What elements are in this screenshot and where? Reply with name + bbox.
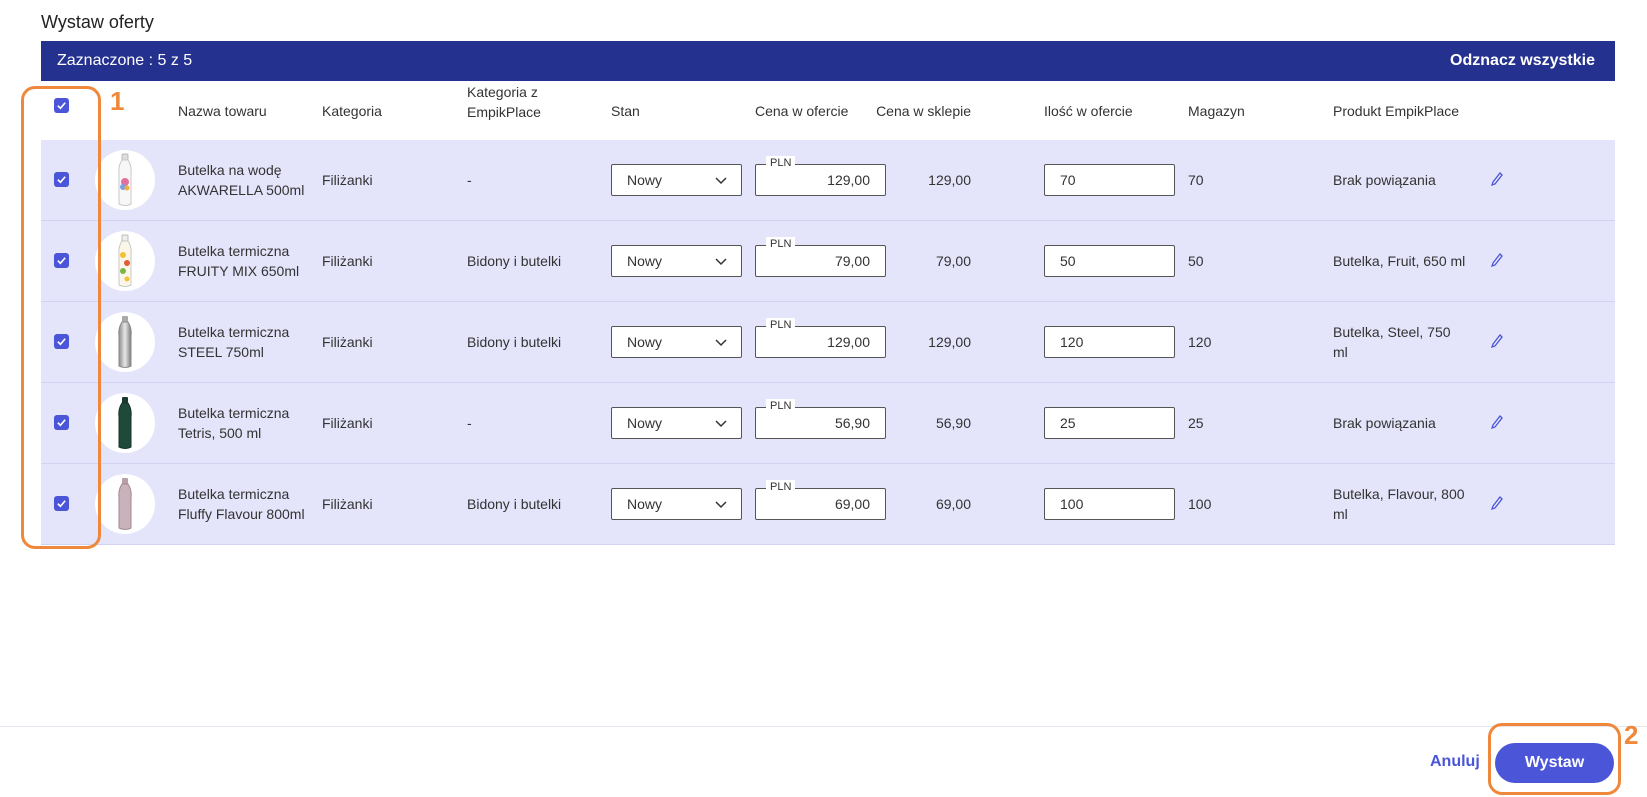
category: Filiżanki [322, 415, 373, 431]
annotation-box-submit [1488, 723, 1621, 795]
offer-price-input[interactable] [755, 319, 886, 358]
cancel-button[interactable]: Anuluj [1430, 753, 1480, 770]
category: Filiżanki [322, 496, 373, 512]
offer-qty-input[interactable]: 120 [1044, 326, 1175, 358]
annotation-box-checkboxes [21, 86, 101, 549]
offer-price-value: 79,00 [834, 253, 870, 269]
offer-qty-input[interactable]: 70 [1044, 164, 1175, 196]
empik-product: Butelka, Flavour, 800 ml [1333, 486, 1465, 522]
pink-bottle-image [115, 476, 135, 532]
offer-price-value: 129,00 [827, 172, 870, 188]
empik-product: Brak powiązania [1333, 415, 1436, 431]
table-row [41, 140, 1615, 221]
product-name: Butelka termiczna STEEL 750ml [178, 324, 290, 360]
empik-product: Brak powiązania [1333, 172, 1436, 188]
annotation-number-2: 2 [1624, 720, 1639, 750]
offer-price-input[interactable] [755, 481, 886, 520]
selected-count: Zaznaczone : 5 z 5 [57, 52, 193, 69]
product-thumbnail [95, 150, 155, 210]
product-name: Butelka termiczna FRUITY MIX 650ml [178, 243, 300, 279]
offer-price-value: 69,00 [834, 496, 870, 512]
header-condition: Stan [611, 103, 640, 119]
offer-price-input[interactable] [755, 238, 886, 277]
annotation-number-1: 1 [110, 86, 125, 116]
shop-price: 79,00 [935, 253, 971, 269]
condition-value: Nowy [627, 334, 663, 350]
product-thumbnail [95, 231, 155, 291]
offer-qty-input[interactable]: 50 [1044, 245, 1175, 277]
header-offer-price: Cena w ofercie [755, 103, 849, 119]
condition-select[interactable] [611, 164, 742, 196]
empik-category: Bidony i butelki [467, 496, 562, 512]
table-row [41, 302, 1615, 383]
pencil-icon[interactable] [1489, 251, 1505, 271]
submit-offers-button[interactable]: Wystaw [1495, 743, 1614, 783]
product-thumbnail [95, 312, 155, 372]
shop-price: 129,00 [928, 334, 971, 350]
offer-qty-input[interactable]: 100 [1044, 488, 1175, 520]
footer-divider [0, 726, 1647, 727]
pencil-icon[interactable] [1489, 494, 1505, 514]
page-title: Wystaw oferty [41, 12, 154, 32]
header-category: Kategoria [322, 103, 382, 119]
pencil-icon[interactable] [1489, 332, 1505, 352]
condition-value: Nowy [627, 253, 663, 269]
empik-category: Bidony i butelki [467, 334, 562, 350]
condition-select[interactable] [611, 245, 742, 277]
offer-price-value: 129,00 [827, 334, 870, 350]
table-row [41, 464, 1615, 545]
header-name: Nazwa towaru [178, 103, 267, 119]
product-name: Butelka na wodę AKWARELLA 500ml [178, 162, 305, 198]
offer-price-input[interactable] [755, 157, 886, 196]
header-offer-qty: Ilość w ofercie [1044, 103, 1133, 119]
offer-price-value: 56,90 [834, 415, 870, 431]
header-stock: Magazyn [1188, 103, 1245, 119]
category: Filiżanki [322, 253, 373, 269]
category: Filiżanki [322, 172, 373, 188]
offers-table-body [41, 140, 1615, 545]
selection-bar [41, 41, 1615, 81]
steel-bottle-image [115, 314, 135, 370]
pencil-icon[interactable] [1489, 170, 1505, 190]
currency-label: PLN [766, 156, 795, 170]
stock-count: 120 [1188, 334, 1212, 350]
chevron-down-icon [715, 255, 727, 267]
header-empik-category: Kategoria z EmpikPlace [467, 84, 541, 120]
product-thumbnail [95, 474, 155, 534]
shop-price: 129,00 [928, 172, 971, 188]
empik-category: Bidony i butelki [467, 253, 562, 269]
chevron-down-icon [715, 174, 727, 186]
unselect-all-button[interactable]: Odznacz wszystkie [1450, 52, 1595, 69]
offer-price-input[interactable] [755, 400, 886, 439]
category: Filiżanki [322, 334, 373, 350]
product-name: Butelka termiczna Tetris, 500 ml [178, 405, 290, 441]
stock-count: 70 [1188, 172, 1204, 188]
fruit-bottle-image [115, 233, 135, 289]
header-shop-price: Cena w sklepie [876, 103, 971, 119]
condition-select[interactable] [611, 407, 742, 439]
currency-label: PLN [766, 237, 795, 251]
empik-product: Butelka, Steel, 750 ml [1333, 324, 1451, 360]
stock-count: 50 [1188, 253, 1204, 269]
green-bottle-image [115, 395, 135, 451]
shop-price: 56,90 [935, 415, 971, 431]
condition-value: Nowy [627, 172, 663, 188]
shop-price: 69,00 [935, 496, 971, 512]
white-bottle-image [115, 152, 135, 208]
condition-value: Nowy [627, 415, 663, 431]
currency-label: PLN [766, 480, 795, 494]
product-name: Butelka termiczna Fluffy Flavour 800ml [178, 486, 305, 522]
stock-count: 100 [1188, 496, 1212, 512]
offer-qty-input[interactable]: 25 [1044, 407, 1175, 439]
chevron-down-icon [715, 417, 727, 429]
chevron-down-icon [715, 336, 727, 348]
pencil-icon[interactable] [1489, 413, 1505, 433]
empik-product: Butelka, Fruit, 650 ml [1333, 253, 1466, 269]
product-thumbnail [95, 393, 155, 453]
empik-category: - [467, 415, 472, 431]
currency-label: PLN [766, 399, 795, 413]
empik-category: - [467, 172, 472, 188]
table-header [41, 81, 1615, 139]
table-row [41, 221, 1615, 302]
table-row [41, 383, 1615, 464]
condition-select[interactable] [611, 488, 742, 520]
chevron-down-icon [715, 498, 727, 510]
stock-count: 25 [1188, 415, 1204, 431]
currency-label: PLN [766, 318, 795, 332]
header-empik-product: Produkt EmpikPlace [1333, 103, 1460, 119]
condition-select[interactable] [611, 326, 742, 358]
condition-value: Nowy [627, 496, 663, 512]
